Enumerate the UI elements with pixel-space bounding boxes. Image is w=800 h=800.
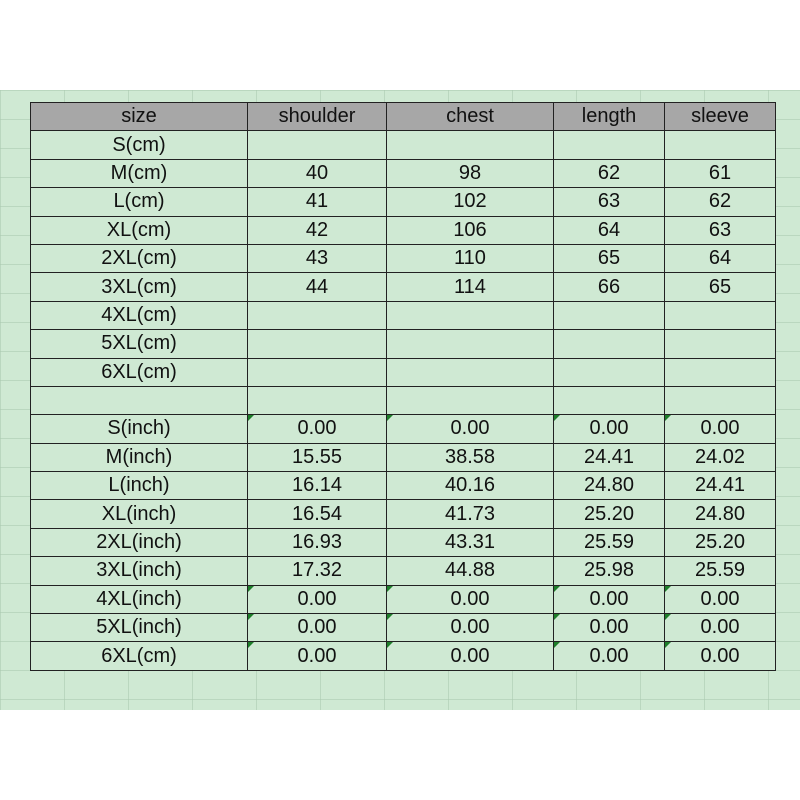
cell-sleeve[interactable]: 61 [665,159,776,187]
cell-shoulder[interactable] [248,386,387,414]
cell-chest[interactable] [387,301,554,329]
table-row [31,585,776,613]
cell-chest[interactable]: 102 [387,188,554,216]
cell-size[interactable]: L(cm) [31,188,248,216]
table-row [31,273,776,301]
table-row [31,642,776,670]
cell-size[interactable]: 5XL(cm) [31,330,248,358]
cell-size[interactable]: 4XL(inch) [31,585,248,613]
cell-size[interactable]: XL(cm) [31,216,248,244]
cell-shoulder[interactable]: 0.00 [248,642,387,670]
cell-length[interactable]: 24.80 [554,472,665,500]
table-row [31,216,776,244]
table-row [31,386,776,414]
table-row [31,443,776,471]
cell-sleeve[interactable]: 62 [665,188,776,216]
cell-size[interactable]: S(cm) [31,131,248,159]
cell-sleeve[interactable] [665,301,776,329]
cell-chest[interactable]: 0.00 [387,585,554,613]
cell-length[interactable]: 24.41 [554,443,665,471]
cell-chest[interactable]: 0.00 [387,614,554,642]
cell-size[interactable]: M(inch) [31,443,248,471]
cell-sleeve[interactable]: 0.00 [665,614,776,642]
cell-length[interactable]: 0.00 [554,415,665,443]
cell-chest[interactable]: 43.31 [387,528,554,556]
cell-sleeve[interactable]: 0.00 [665,585,776,613]
table-row [31,330,776,358]
cell-sleeve[interactable] [665,131,776,159]
cell-length[interactable]: 64 [554,216,665,244]
header-cell-shoulder[interactable]: shoulder [248,103,387,131]
cell-sleeve[interactable] [665,358,776,386]
cell-length[interactable]: 0.00 [554,642,665,670]
cell-length[interactable] [554,330,665,358]
cell-size[interactable]: 2XL(inch) [31,528,248,556]
cell-size[interactable]: 3XL(inch) [31,557,248,585]
cell-size[interactable]: 6XL(cm) [31,642,248,670]
cell-size[interactable]: XL(inch) [31,500,248,528]
cell-size[interactable]: 3XL(cm) [31,273,248,301]
cell-chest[interactable]: 44.88 [387,557,554,585]
header-cell-size[interactable]: size [31,103,248,131]
size-chart-table [30,102,776,671]
cell-shoulder[interactable]: 16.14 [248,472,387,500]
table-row [31,500,776,528]
cell-shoulder[interactable]: 43 [248,244,387,272]
cell-size[interactable]: 5XL(inch) [31,614,248,642]
table-row [31,472,776,500]
cell-sleeve[interactable]: 25.59 [665,557,776,585]
cell-length[interactable]: 65 [554,244,665,272]
cell-length[interactable]: 66 [554,273,665,301]
cell-size[interactable]: 2XL(cm) [31,244,248,272]
table-row [31,131,776,159]
cell-length[interactable]: 25.20 [554,500,665,528]
cell-size[interactable]: 6XL(cm) [31,358,248,386]
table-row [31,557,776,585]
cell-size[interactable]: 4XL(cm) [31,301,248,329]
cell-shoulder[interactable]: 0.00 [248,614,387,642]
cell-shoulder[interactable]: 16.54 [248,500,387,528]
cell-sleeve[interactable] [665,386,776,414]
cell-shoulder[interactable] [248,131,387,159]
table-row [31,301,776,329]
cell-length[interactable]: 0.00 [554,585,665,613]
cell-length[interactable] [554,301,665,329]
cell-shoulder[interactable] [248,301,387,329]
cell-sleeve[interactable]: 0.00 [665,642,776,670]
cell-chest[interactable]: 106 [387,216,554,244]
cell-shoulder[interactable]: 15.55 [248,443,387,471]
cell-length[interactable]: 25.59 [554,528,665,556]
cell-chest[interactable]: 114 [387,273,554,301]
cell-sleeve[interactable]: 24.41 [665,472,776,500]
cell-sleeve[interactable]: 24.80 [665,500,776,528]
cell-sleeve[interactable]: 24.02 [665,443,776,471]
cell-shoulder[interactable] [248,358,387,386]
cell-sleeve[interactable]: 64 [665,244,776,272]
table-row [31,614,776,642]
cell-size[interactable] [31,386,248,414]
cell-sleeve[interactable] [665,330,776,358]
cell-shoulder[interactable]: 41 [248,188,387,216]
cell-sleeve[interactable]: 65 [665,273,776,301]
cell-shoulder[interactable]: 17.32 [248,557,387,585]
cell-size[interactable]: L(inch) [31,472,248,500]
header-cell-chest[interactable]: chest [387,103,554,131]
cell-length[interactable]: 63 [554,188,665,216]
cell-chest[interactable]: 110 [387,244,554,272]
table-row [31,188,776,216]
cell-shoulder[interactable] [248,330,387,358]
cell-chest[interactable]: 0.00 [387,642,554,670]
cell-length[interactable]: 25.98 [554,557,665,585]
cell-chest[interactable]: 40.16 [387,472,554,500]
header-row [31,103,776,131]
cell-shoulder[interactable]: 0.00 [248,585,387,613]
cell-size[interactable]: M(cm) [31,159,248,187]
cell-chest[interactable]: 98 [387,159,554,187]
cell-shoulder[interactable]: 16.93 [248,528,387,556]
cell-chest[interactable] [387,330,554,358]
cell-chest[interactable] [387,358,554,386]
cell-chest[interactable]: 41.73 [387,500,554,528]
cell-sleeve[interactable]: 0.00 [665,415,776,443]
table-row [31,244,776,272]
table-row [31,358,776,386]
cell-length[interactable]: 62 [554,159,665,187]
cell-sleeve[interactable]: 25.20 [665,528,776,556]
cell-chest[interactable]: 0.00 [387,415,554,443]
cell-shoulder[interactable]: 44 [248,273,387,301]
cell-shoulder[interactable]: 0.00 [248,415,387,443]
cell-length[interactable] [554,358,665,386]
cell-sleeve[interactable]: 63 [665,216,776,244]
table-body [31,131,776,670]
cell-chest[interactable] [387,131,554,159]
cell-length[interactable]: 0.00 [554,614,665,642]
cell-chest[interactable]: 38.58 [387,443,554,471]
cell-chest[interactable] [387,386,554,414]
header-cell-sleeve[interactable]: sleeve [665,103,776,131]
cell-size[interactable]: S(inch) [31,415,248,443]
table-row [31,415,776,443]
cell-shoulder[interactable]: 42 [248,216,387,244]
table-row [31,528,776,556]
cell-length[interactable] [554,386,665,414]
header-cell-length[interactable]: length [554,103,665,131]
cell-shoulder[interactable]: 40 [248,159,387,187]
cell-length[interactable] [554,131,665,159]
table-row [31,159,776,187]
